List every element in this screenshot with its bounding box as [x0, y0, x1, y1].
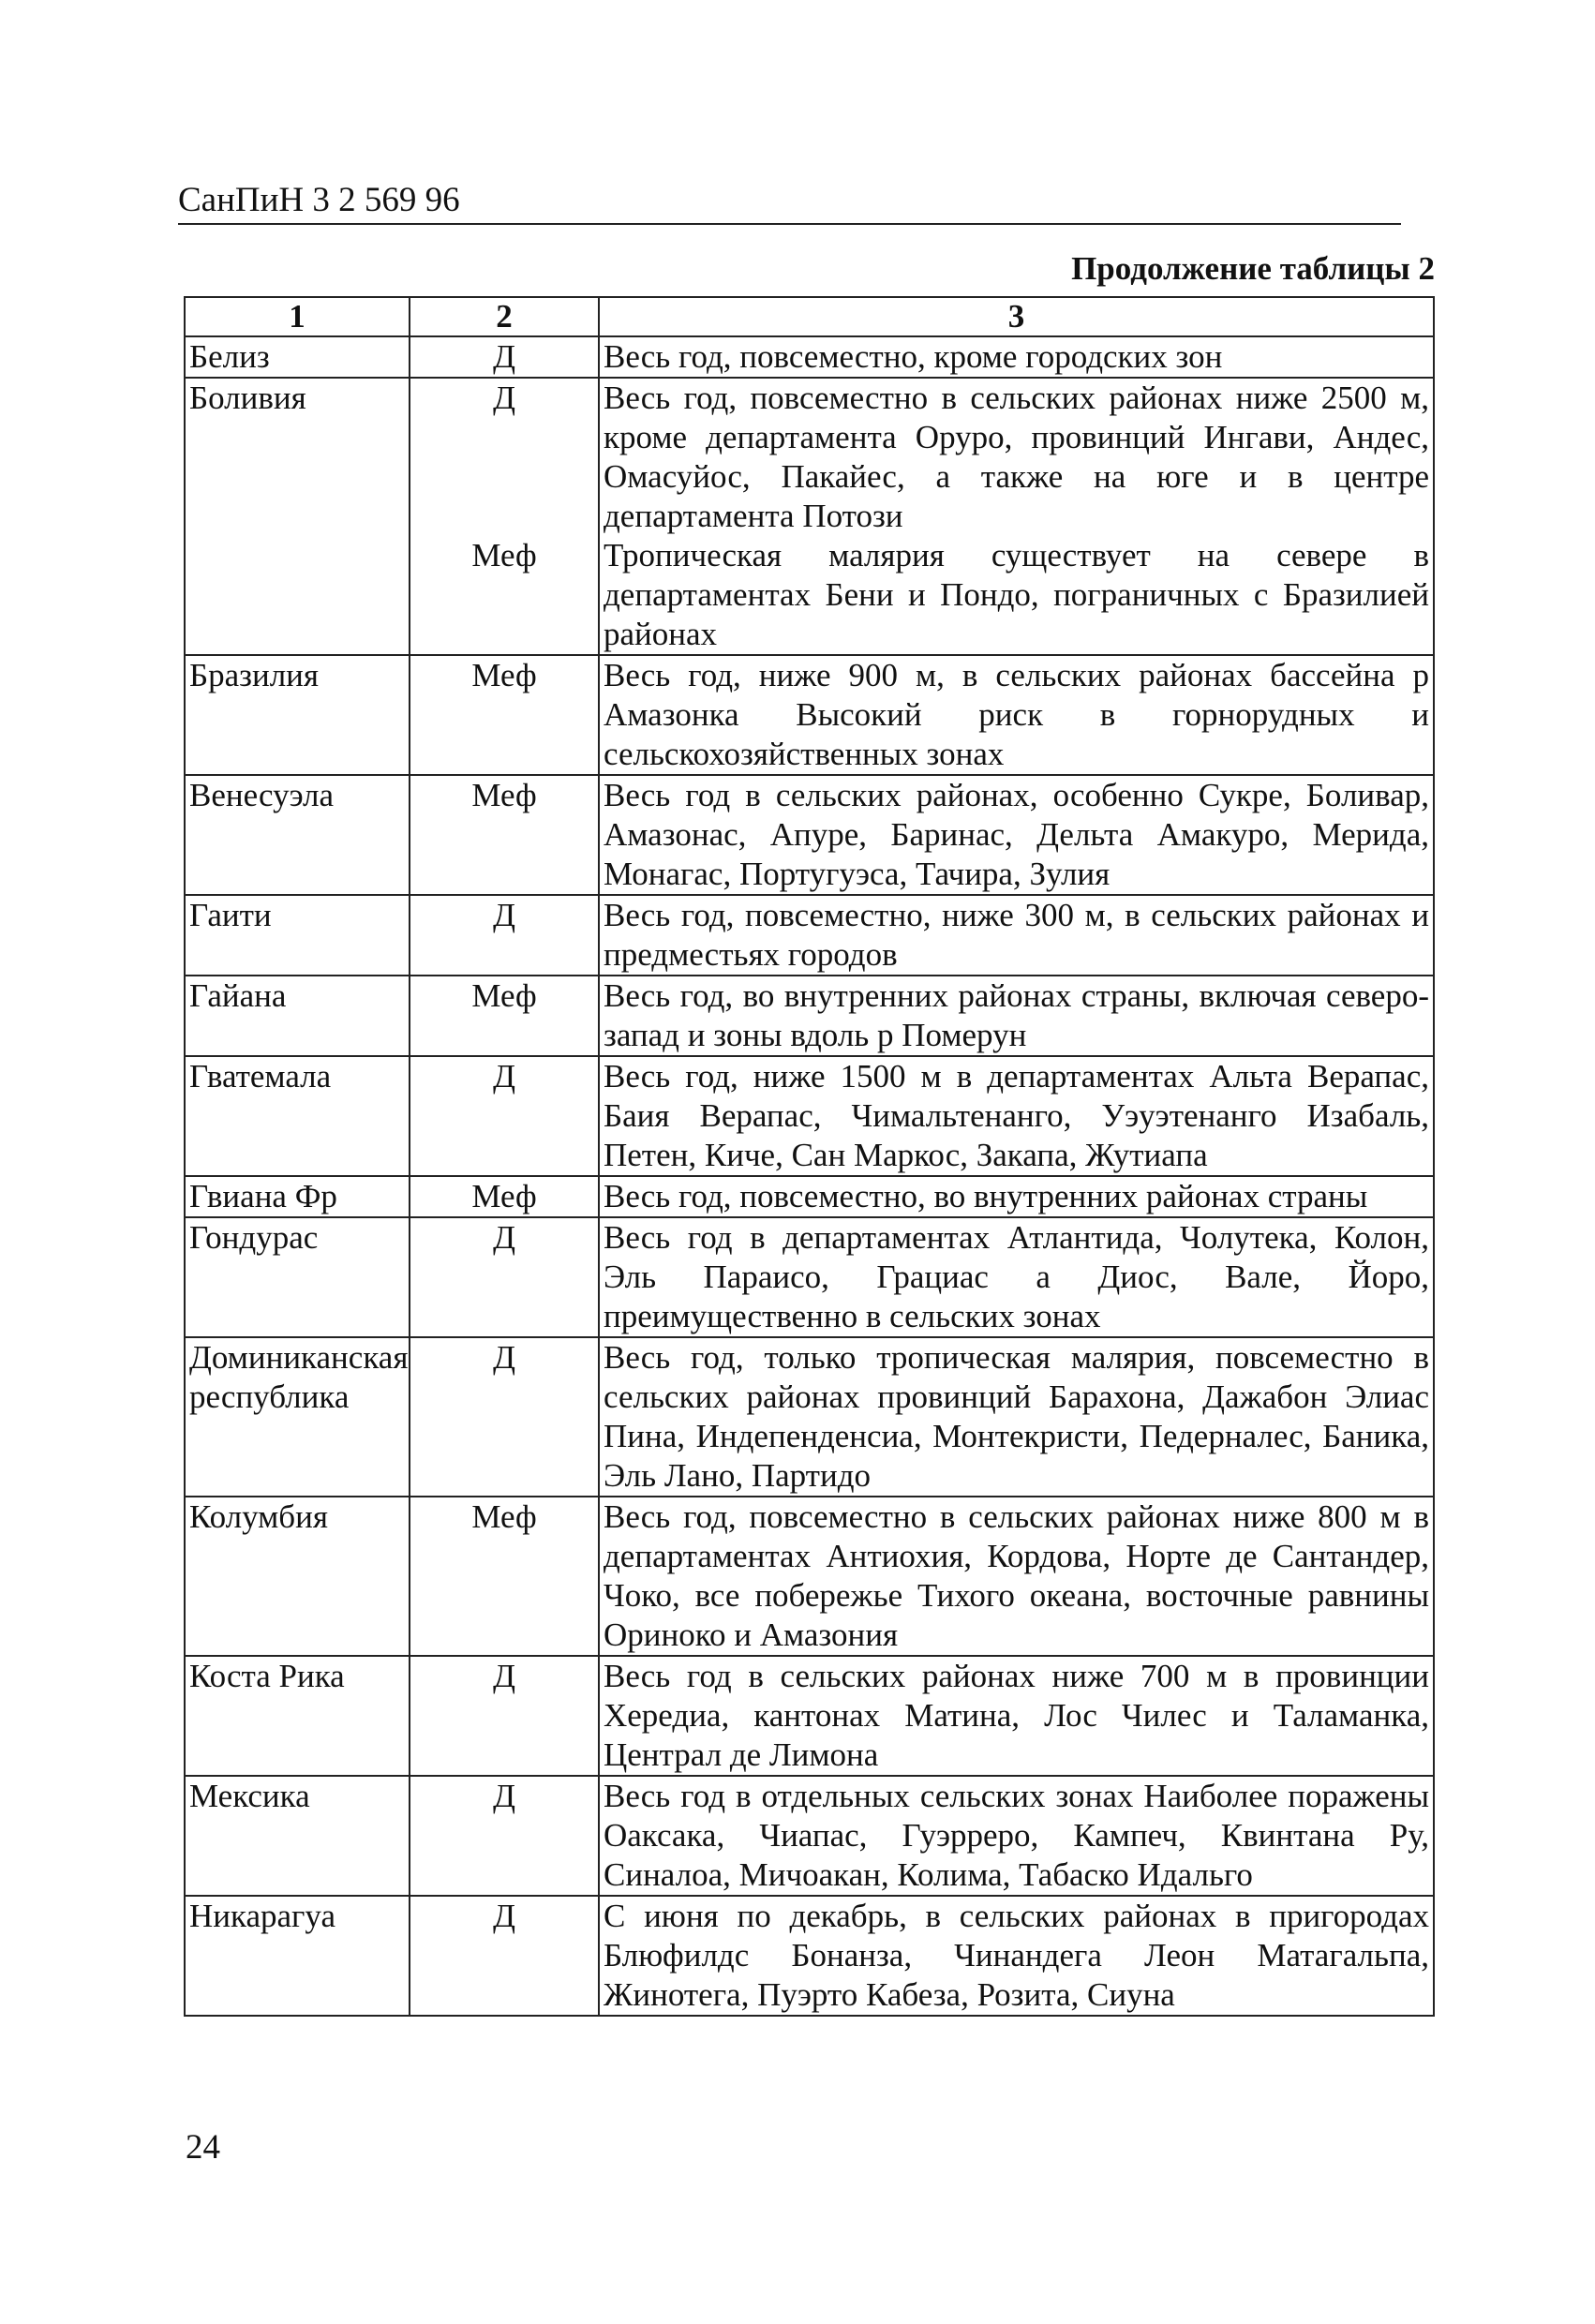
description-cell [599, 1176, 1434, 1217]
region-description: Тропическая малярия существует на севере в департаментах Бени и Пондо, пограничных с Бразилией районах [604, 537, 1429, 652]
description-cell [599, 1656, 1434, 1776]
parasite-type-cell [410, 1497, 599, 1656]
table-row [185, 1056, 1434, 1176]
description-cell [599, 655, 1434, 775]
parasite-type: Д [493, 1778, 515, 1814]
region-description: Весь год в отдельных сельских зонах Наиболее поражены Оаксака, Чиапас, Гуэрреро, Кампеч, Квинтана Ру, Синалоа, Мичоакан, Колима, Табаско Идальго [604, 1778, 1429, 1893]
parasite-type: Меф [471, 1178, 537, 1214]
description-cell [599, 1896, 1434, 2016]
region-description: Весь год, повсеместно, ниже 300 м, в сельских районах и предместьях городов [604, 897, 1429, 973]
table-row [185, 895, 1434, 976]
parasite-type: Д [493, 338, 515, 375]
region-description: Весь год в сельских районах ниже 700 м в провинции Хередиа, кантонах Матина, Лос Чилес и Таламанка, Централ де Лимона [604, 1658, 1429, 1773]
region-description: Весь год, ниже 1500 м в департаментах Альта Верапас, Баия Верапас, Чимальтенанго, Уэуэтенанго Изабаль, Петен, Киче, Сан Маркос, Закапа, Жутиапа [604, 1058, 1429, 1173]
parasite-type: Д [493, 1898, 515, 1934]
parasite-type: Меф [471, 657, 537, 693]
country-cell: Гайана [185, 976, 410, 1056]
parasite-type-cell [410, 1776, 599, 1896]
country-cell: Колумбия [185, 1497, 410, 1656]
table-row [185, 1776, 1434, 1896]
parasite-type-cell [410, 378, 599, 655]
column-header-1: 1 [185, 297, 410, 336]
description-cell [599, 1056, 1434, 1176]
description-cell [599, 1337, 1434, 1497]
document-id: СанПиН 3 2 569 96 [178, 181, 460, 219]
description-cell [599, 1497, 1434, 1656]
table-row [185, 655, 1434, 775]
parasite-type: Д [493, 1219, 515, 1256]
parasite-type-cell [410, 1217, 599, 1337]
region-description: Весь год в сельских районах, особенно Сукре, Боливар, Амазонас, Апуре, Баринас, Дельта Амакуро, Мерида, Монагас, Португуэса, Тачира, Зулия [604, 777, 1429, 892]
table-caption: Продолжение таблицы 2 [1071, 250, 1435, 287]
parasite-type: Меф [471, 977, 537, 1014]
country-cell: Мексика [185, 1776, 410, 1896]
country-cell: Гаити [185, 895, 410, 976]
country-cell: Боливия [185, 378, 410, 655]
parasite-type: Д [493, 897, 515, 933]
parasite-type: Д [493, 1339, 515, 1376]
description-cell [599, 336, 1434, 378]
country-cell: Гондурас [185, 1217, 410, 1337]
parasite-type-cell [410, 775, 599, 895]
table-header-row [185, 297, 1434, 336]
region-description: Весь год в департаментах Атлантида, Чолутека, Колон, Эль Параисо, Грациас а Диос, Вале, Йоро, преимущественно в сельских зонах [604, 1219, 1429, 1334]
parasite-type-cell [410, 1896, 599, 2016]
malaria-regions-table [184, 296, 1435, 2017]
parasite-type: Меф [471, 537, 537, 574]
description-cell [599, 895, 1434, 976]
parasite-type-cell [410, 336, 599, 378]
table-row [185, 378, 1434, 655]
running-header [178, 180, 1401, 225]
table-row [185, 1896, 1434, 2016]
region-description: Весь год, ниже 900 м, в сельских районах бассейна р Амазонка Высокий риск в горнорудных и сельскохозяйственных зонах [604, 657, 1429, 772]
parasite-type-cell [410, 1056, 599, 1176]
country-cell: Доминиканская республика [185, 1337, 410, 1497]
parasite-type-cell [410, 1176, 599, 1217]
region-description: С июня по декабрь, в сельских районах в пригородах Блюфилдс Бонанза, Чинандега Леон Матагальпа, Жинотега, Пуэрто Кабеза, Розита, Сиуна [604, 1898, 1429, 2013]
country-cell: Гвиана Фр [185, 1176, 410, 1217]
table-row [185, 1176, 1434, 1217]
country-cell: Гватемала [185, 1056, 410, 1176]
parasite-type: Меф [471, 1498, 537, 1535]
table-row [185, 1217, 1434, 1337]
table-row [185, 336, 1434, 378]
description-cell [599, 1776, 1434, 1896]
parasite-type-cell [410, 1337, 599, 1497]
parasite-type-cell [410, 895, 599, 976]
description-cell [599, 378, 1434, 655]
country-cell: Бразилия [185, 655, 410, 775]
region-description: Весь год, повсеместно, во внутренних районах страны [604, 1178, 1368, 1214]
table-row [185, 976, 1434, 1056]
description-cell [599, 976, 1434, 1056]
table-body [185, 297, 1434, 2016]
description-cell [599, 1217, 1434, 1337]
table-row [185, 1656, 1434, 1776]
parasite-type: Д [493, 380, 515, 416]
region-description: Весь год, во внутренних районах страны, включая северо-запад и зоны вдоль р Померун [604, 977, 1429, 1053]
column-header-2: 2 [410, 297, 599, 336]
parasite-type-cell [410, 655, 599, 775]
parasite-type: Меф [471, 777, 537, 813]
parasite-type-cell [410, 976, 599, 1056]
parasite-type-cell [410, 1656, 599, 1776]
parasite-type: Д [493, 1058, 515, 1095]
region-description: Весь год, только тропическая малярия, повсеместно в сельских районах провинций Барахона, Дажабон Элиас Пина, Индепенденсиа, Монтекристи, Педерналес, Баника, Эль Лано, Партидо [604, 1339, 1429, 1494]
country-cell: Коста Рика [185, 1656, 410, 1776]
country-cell: Никарагуа [185, 1896, 410, 2016]
column-header-3: 3 [599, 297, 1434, 336]
page-number: 24 [186, 2128, 220, 2167]
description-cell [599, 775, 1434, 895]
region-description: Весь год, повсеместно, кроме городских зон [604, 338, 1223, 375]
parasite-type: Д [493, 1658, 515, 1694]
table-row [185, 775, 1434, 895]
country-cell: Белиз [185, 336, 410, 378]
table-row [185, 1497, 1434, 1656]
region-description: Весь год, повсеместно в сельских районах ниже 2500 м, кроме департамента Оруро, провинций Ингави, Андес, Омасуйос, Пакайес, а также на юге и в центре департамента Потози [604, 380, 1429, 534]
table-row [185, 1337, 1434, 1497]
region-description: Весь год, повсеместно в сельских районах ниже 800 м в департаментах Антиохия, Кордова, Норте де Сантандер, Чоко, все побережье Тихого океана, восточные равнины Ориноко и Амазония [604, 1498, 1429, 1653]
country-cell: Венесуэла [185, 775, 410, 895]
